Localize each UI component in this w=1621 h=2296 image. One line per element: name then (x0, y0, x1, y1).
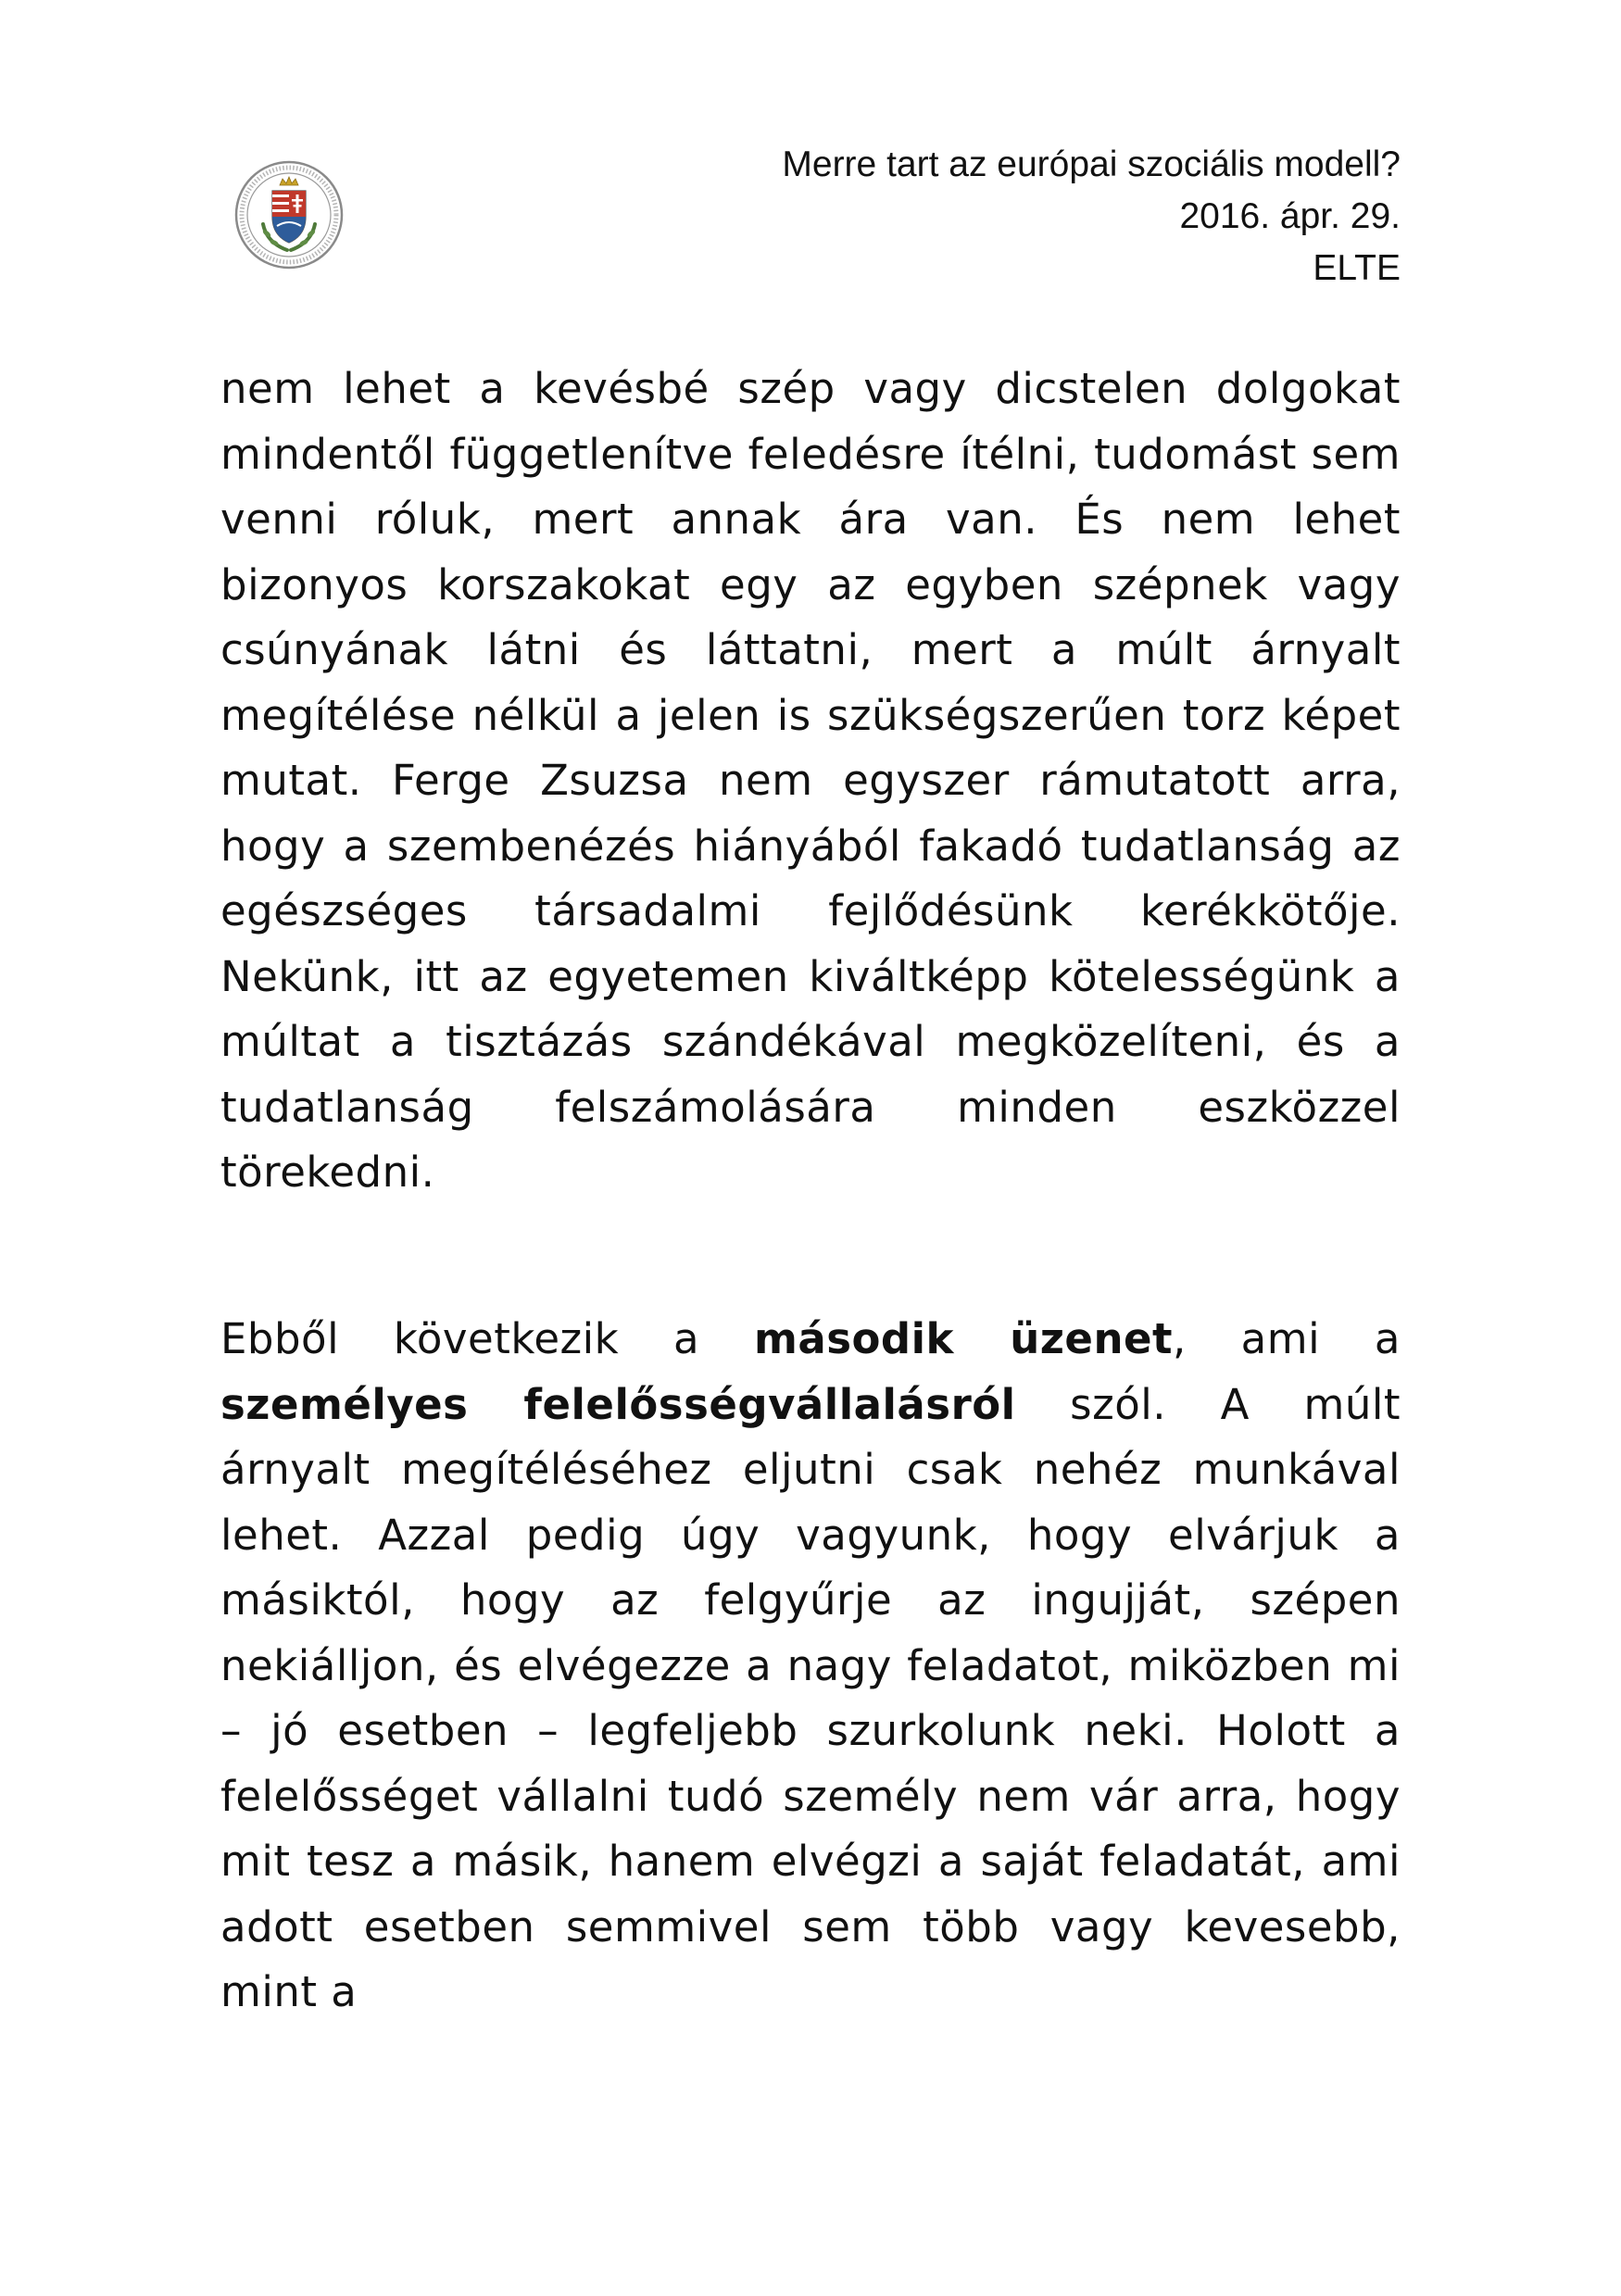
header-date: 2016. ápr. 29. (1179, 196, 1401, 236)
university-seal-logo (233, 150, 345, 280)
emphasis-second-message: második üzenet (753, 1314, 1174, 1363)
header-title: Merre tart az európai szociális modell? (782, 144, 1401, 184)
document-header (782, 139, 1401, 295)
paragraph-2-text-part-2: , ami a (1173, 1314, 1401, 1363)
seal-emblem-icon (233, 150, 345, 280)
emphasis-personal-responsibility: személyes felelősségvállalásról (220, 1379, 1016, 1429)
body-paragraph-1: nem lehet a kevésbé szép vagy dicstelen dolgokat mindentől függetlenítve feledésre ítélni, tudomást sem venni róluk, mert annak ára van. És nem lehet bizonyos korszakokat egy az egyben szépnek vagy csúnyának látni és láttatni, mert a múlt árnyalt megítélése nélkül a jelen is szükségszerűen torz képet mutat. Ferge Zsuzsa nem egyszer rámutatott arra, hogy a szembenézés hiányából fakadó tudatlanság az egészséges társadalmi fejlődésünk kerékkötője. Nekünk, itt az egyetemen kiváltképp kötelességünk a múltat a tisztázás szándékával megközelíteni, és a tudatlanság felszámolására minden eszközzel törekedni. (220, 364, 1401, 1197)
body-paragraph-2 (220, 1307, 1401, 2026)
header-institution: ELTE (1313, 248, 1401, 288)
paragraph-2-text-part-1: Ebből következik a (220, 1314, 754, 1363)
paragraph-2-text-part-3: szól. A múlt árnyalt megítéléséhez eljutni csak nehéz munkával lehet. Azzal pedig úgy vagyunk, hogy elvárjuk a másiktól, hogy az felgyűrje az ingujját, szépen nekiálljon, és elvégezze a nagy feladatot, miközben mi – jó esetben – legfeljebb szurkolunk neki. Holott a felelősséget vállalni tudó személy nem vár arra, hogy mit tesz a másik, hanem elvégzi a saját feladatát, ami adott esetben semmivel sem több vagy kevesebb, mint a (220, 1379, 1401, 2016)
